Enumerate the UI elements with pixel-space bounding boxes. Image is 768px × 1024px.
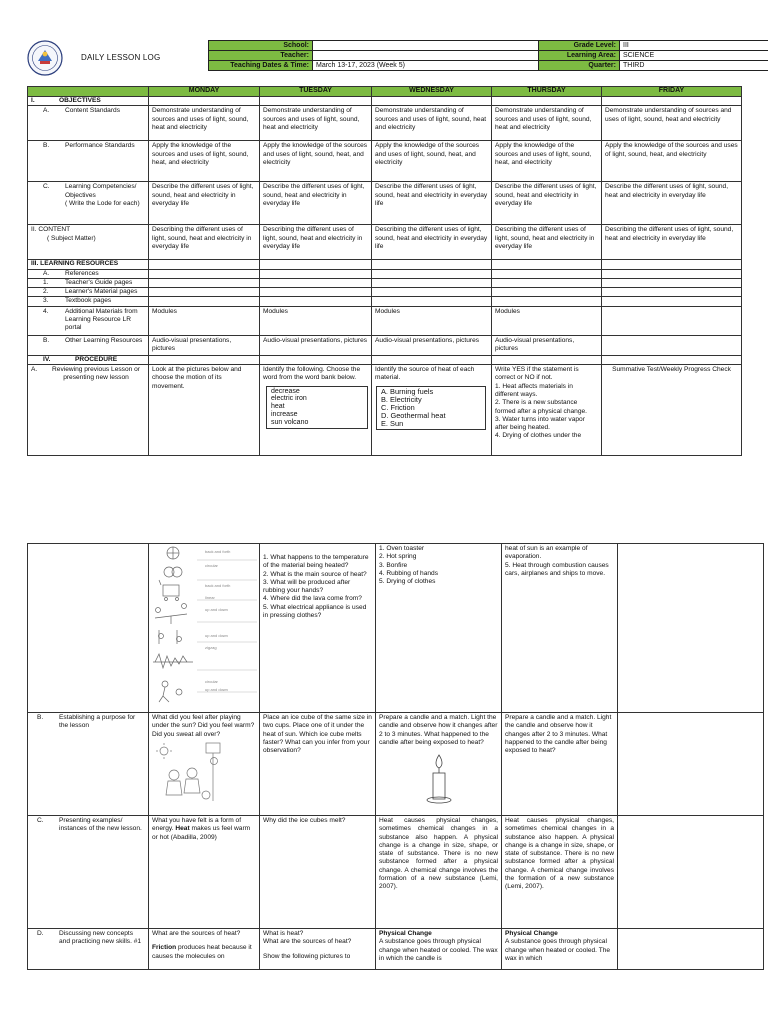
other-resources-label: Other Learning Resources	[65, 336, 143, 344]
other-resources-row	[28, 335, 742, 355]
examples-mon-keyword: Heat	[175, 825, 190, 833]
competency-tue: Describe the different uses of light, sound, heat and electricity in everyday life	[260, 182, 372, 225]
objectives-number: I.	[31, 97, 35, 104]
references-number: A.	[43, 269, 50, 277]
review-thu-line: 2. There is a new substance formed after a physical change.	[495, 399, 587, 415]
review-tue-question: 1. What happens to the temperature of the material being heated?	[263, 554, 369, 570]
motion-choice-label: linear	[205, 595, 215, 600]
heat-source-item: E. Sun	[381, 418, 404, 428]
review-thu-line: 1. Heat affects materials in different ways.	[495, 382, 573, 398]
examples-tue: Why did the ice cubes melt?	[260, 816, 376, 929]
review-wed-item: 2. Hot spring	[379, 553, 417, 561]
content-wed: Describing the different uses of light, sound, heat and electricity in everyday life	[372, 225, 492, 260]
motion-choice-label: up and down	[205, 633, 228, 638]
content-row	[28, 225, 742, 260]
content-thu: Describing the different uses of light, sound, heat and electricity in everyday life	[492, 225, 602, 260]
examples-mon-rest: makes us feel warm or hot (Abadilla, 2009)	[152, 825, 251, 841]
header	[27, 40, 768, 74]
performance-standards-label: Performance Standards	[65, 142, 135, 150]
log-title: DAILY LESSON LOG	[81, 53, 161, 62]
day-header-row	[28, 87, 742, 97]
teacher-label: Teacher:	[209, 51, 313, 61]
blank-header-cell	[28, 87, 149, 97]
objectives-row	[28, 97, 742, 106]
quarter-label: Quarter:	[539, 61, 620, 71]
discuss-thu-text: A substance goes through physical change when heated or cooled. The wax in which	[505, 938, 611, 962]
grade-label: Grade Level:	[539, 41, 620, 51]
purpose-mon: What did you feel after playing under the sun? Did you feel warm? Did you sweat all over?	[152, 714, 255, 738]
review-thu-line: 5. Heat through combustion causes cars, airplanes and ships to move.	[505, 561, 609, 577]
procedure-heading: PROCEDURE	[75, 355, 118, 363]
competencies-number: C.	[43, 183, 50, 191]
day-thursday: THURSDAY	[492, 87, 602, 97]
discuss-thu-title: Physical Change	[505, 930, 558, 937]
word-bank-item: sun volcano	[271, 418, 309, 426]
examples-thu: Heat causes physical changes, sometimes chemical changes in a substance also happen. A physical change is a change in size, shape, or state of substance. There is no new substance formed after a physical change. A chemical change involves the formation of a new substance (Lemi, 2007).	[502, 816, 618, 929]
word-bank-item: electric iron	[271, 395, 307, 403]
motion-choice-label: up and down	[205, 607, 228, 612]
review-thu-line: 4. Drying of clothes under the	[495, 432, 582, 440]
content-standard-mon: Demonstrate understanding of sources and uses of light, sound, heat and electricity	[149, 106, 260, 141]
performance-standards-number: B.	[43, 142, 50, 150]
modules-wed: Modules	[372, 306, 492, 335]
day-monday: MONDAY	[149, 87, 260, 97]
procedure-number: IV.	[43, 355, 51, 363]
heat-source-item: C. Friction	[381, 402, 415, 412]
motion-choice-label: back and forth	[205, 583, 231, 588]
review-thu-line: Write YES if the statement is correct or NO if not.	[495, 366, 579, 382]
review-wed-item: 5. Drying of clothes	[379, 578, 436, 586]
learners-material-label: Learner's Material pages	[65, 288, 138, 296]
modules-thu: Modules	[492, 306, 602, 335]
grade-value: III	[620, 41, 768, 51]
day-friday: FRIDAY	[602, 87, 742, 97]
performance-standard-wed: Apply the knowledge of the sources and uses of light, sound, heat, and electricity	[372, 141, 492, 182]
content-fri: Describing the different uses of light, sound, heat and electricity in everyday life	[602, 225, 742, 260]
review-thu-line: 3. Water turns into water vapor after being heated.	[495, 415, 585, 432]
content-standards-number: A.	[43, 107, 50, 115]
purpose-wed: Prepare a candle and a match. Light the candle and observe how it changes after 2 to 3 minutes. What happened to the candle after being exposed to heat?	[379, 714, 498, 746]
content-mon: Describing the different uses of light, sound, heat and electricity in everyday life	[149, 225, 260, 260]
review-label: Reviewing previous Lesson or presenting new lesson	[52, 366, 140, 382]
motion-choice-label: up and down	[205, 687, 228, 692]
word-bank	[266, 386, 368, 429]
purpose-number: B.	[37, 714, 44, 721]
motion-choice-label: circular	[205, 679, 218, 684]
discuss-row	[28, 929, 764, 970]
day-tuesday: TUESDAY	[260, 87, 372, 97]
review-wed-item: 3. Bonfire	[379, 561, 408, 569]
motion-drawings-icon	[149, 544, 257, 710]
review-mon: Look at the pictures below and choose the motion of its movement.	[149, 365, 260, 456]
other-resources-number: B.	[43, 336, 50, 344]
resources-row	[28, 260, 742, 269]
content-standard-wed: Demonstrate understanding of sources and uses of light, sound, heat and electricity	[372, 106, 492, 141]
performance-standards-row	[28, 141, 742, 182]
competencies-row	[28, 182, 742, 225]
purpose-row	[28, 713, 764, 816]
discuss-tue-q3: Show the following pictures to	[263, 952, 351, 960]
procedure-row	[28, 355, 742, 364]
content-tue: Describing the different uses of light, sound, heat and electricity in everyday life	[260, 225, 372, 260]
av-wed: Audio-visual presentations, pictures	[372, 335, 492, 355]
competency-mon: Describe the different uses of light, sound, heat and electricity in everyday life	[149, 182, 260, 225]
references-row	[28, 269, 742, 278]
performance-standard-tue: Apply the knowledge of the sources and uses of light, sound, heat, and electricity	[260, 141, 372, 182]
teachers-guide-label: Teacher's Guide pages	[65, 278, 133, 286]
competency-thu: Describe the different uses of light, sound, heat and electricity in everyday life	[492, 182, 602, 225]
learners-material-number: 2.	[43, 288, 49, 296]
discuss-mon-keyword: Friction	[152, 944, 177, 952]
review-tue: Identify the following. Choose the word from the word bank below.	[263, 366, 361, 382]
examples-row	[28, 816, 764, 929]
school-label: School:	[209, 41, 313, 51]
motion-pictures	[149, 544, 257, 710]
content-standards-row	[28, 106, 742, 141]
content-label: II. CONTENT	[31, 226, 71, 234]
references-label: References	[65, 269, 99, 277]
review-thu-line: heat of sun is an example of evaporation.	[505, 545, 588, 561]
textbook-number: 3.	[43, 297, 49, 305]
discuss-label: Discussing new concepts and practicing new skills. #1	[59, 930, 142, 946]
dates-label: Teaching Dates & Time:	[209, 61, 313, 71]
review-tue-question: 2. What is the main source of heat?	[263, 570, 367, 578]
competencies-label: Learning Competencies/ Objectives	[65, 183, 137, 199]
review-number: A.	[31, 366, 38, 374]
additional-materials-label: Additional Materials from Learning Resource LR portal	[65, 307, 138, 332]
content-sublabel: ( Subject Matter)	[47, 234, 96, 242]
review-continued-row	[28, 544, 764, 713]
heat-source-item: B. Electricity	[381, 394, 422, 404]
review-wed-item: 1. Oven toaster	[379, 545, 425, 552]
review-wed: Identify the source of heat of each material.	[375, 366, 475, 382]
modules-mon: Modules	[149, 306, 260, 335]
additional-materials-row	[28, 306, 742, 335]
candle-icon	[424, 753, 454, 805]
av-tue: Audio-visual presentations, pictures	[260, 335, 372, 355]
learners-material-row	[28, 288, 742, 297]
heat-source-box	[376, 386, 486, 430]
review-tue-question: 5. What electrical appliance is used in pressing clothes?	[263, 603, 367, 620]
examples-number: C.	[37, 817, 44, 824]
content-standards-label: Content Standards	[65, 107, 120, 115]
purpose-thu: Prepare a candle and a match. Light the candle and observe how it changes after 2 to 3 minutes. What happened to the candle after being exposed to heat?	[502, 713, 618, 816]
deped-seal-icon	[27, 40, 63, 76]
discuss-number: D.	[37, 930, 44, 937]
purpose-tue: Place an ice cube of the same size in two cups. Place one of it under the heat of sun. Which ice cube melts faster? What can you infer from your observation?	[260, 713, 376, 816]
additional-materials-number: 4.	[43, 307, 49, 315]
sun-children-icon	[152, 739, 248, 803]
area-value: SCIENCE	[620, 51, 768, 61]
av-thu: Audio-visual presentations, pictures	[492, 335, 602, 355]
motion-choice-label: back and forth	[205, 549, 231, 554]
meta-table	[208, 40, 768, 71]
motion-choice-label: circular	[205, 563, 218, 568]
content-standard-fri: Demonstrate understanding of sources and uses of light, sound, heat and electricity	[602, 106, 742, 141]
review-tue-question: 4. Where did the lava come from?	[263, 595, 362, 603]
teacher-value	[313, 51, 539, 61]
lesson-grid-bottom	[27, 543, 764, 970]
textbook-row	[28, 297, 742, 306]
heat-source-item: D. Geothermal heat	[381, 410, 446, 420]
examples-mon-intro: What you have felt is a form of energy.	[152, 817, 242, 833]
examples-wed: Heat causes physical changes, sometimes chemical changes in a substance also happen. A physical change is a change in size, shape, or state of substance. There is no new substance formed after a physical change. A chemical change involves the formation of a new substance (Lemi, 2007).	[376, 816, 502, 929]
resources-heading: III. LEARNING RESOURCES	[28, 260, 149, 269]
school-value	[313, 41, 539, 51]
word-bank-item: heat	[271, 403, 285, 411]
performance-standard-thu: Apply the knowledge of the sources and uses of light, sound, heat, and electricity	[492, 141, 602, 182]
discuss-wed-text: A substance goes through physical change when heated or cooled. The wax in which the candle is	[379, 938, 498, 962]
content-standard-tue: Demonstrate understanding of sources and uses of light, sound, heat and electricity	[260, 106, 372, 141]
review-fri: Summative Test/Weekly Progress Check	[602, 365, 742, 456]
objectives-heading: OBJECTIVES	[59, 97, 101, 104]
textbook-label: Textbook pages	[65, 297, 112, 305]
review-row	[28, 365, 742, 456]
review-tue-question: 3. What will be produced after rubbing your hands?	[263, 578, 351, 595]
discuss-mon-text: produces heat because it causes the molecules on	[152, 944, 252, 960]
lesson-grid-top	[27, 86, 742, 456]
purpose-label: Establishing a purpose for the lesson	[59, 714, 136, 730]
content-standard-thu: Demonstrate understanding of sources and uses of light, sound, heat and electricity	[492, 106, 602, 141]
dates-value: March 13-17, 2023 (Week 5)	[313, 61, 539, 71]
discuss-tue-q2: What are the sources of heat?	[263, 938, 352, 946]
performance-standard-fri: Apply the knowledge of the sources and uses of light, sound, heat, and electricity	[602, 141, 742, 182]
word-bank-item: increase	[271, 411, 298, 419]
quarter-value: THIRD	[620, 61, 768, 71]
performance-standard-mon: Apply the knowledge of the sources and uses of light, sound, heat, and electricity	[149, 141, 260, 182]
motion-choice-label: zigzag	[205, 645, 217, 650]
day-wednesday: WEDNESDAY	[372, 87, 492, 97]
discuss-tue-q1: What is heat?	[263, 930, 304, 937]
modules-tue: Modules	[260, 306, 372, 335]
competency-fri: Describe the different uses of light, sound, heat and electricity in everyday life	[602, 182, 742, 225]
area-label: Learning Area:	[539, 51, 620, 61]
av-mon: Audio-visual presentations, pictures	[149, 335, 260, 355]
word-bank-item: decrease	[271, 387, 300, 395]
teachers-guide-row	[28, 278, 742, 287]
competency-wed: Describe the different uses of light, sound, heat and electricity in everyday life	[372, 182, 492, 225]
competencies-sublabel: ( Write the Lode for each)	[65, 199, 140, 207]
teachers-guide-number: 1.	[43, 278, 49, 286]
examples-label: Presenting examples/ instances of the new lesson.	[59, 817, 142, 833]
heat-source-item: A. Burning fuels	[381, 386, 434, 396]
review-wed-item: 4. Rubbing of hands	[379, 569, 439, 577]
discuss-wed-title: Physical Change	[379, 930, 432, 937]
discuss-mon-question: What are the sources of heat?	[152, 930, 241, 937]
